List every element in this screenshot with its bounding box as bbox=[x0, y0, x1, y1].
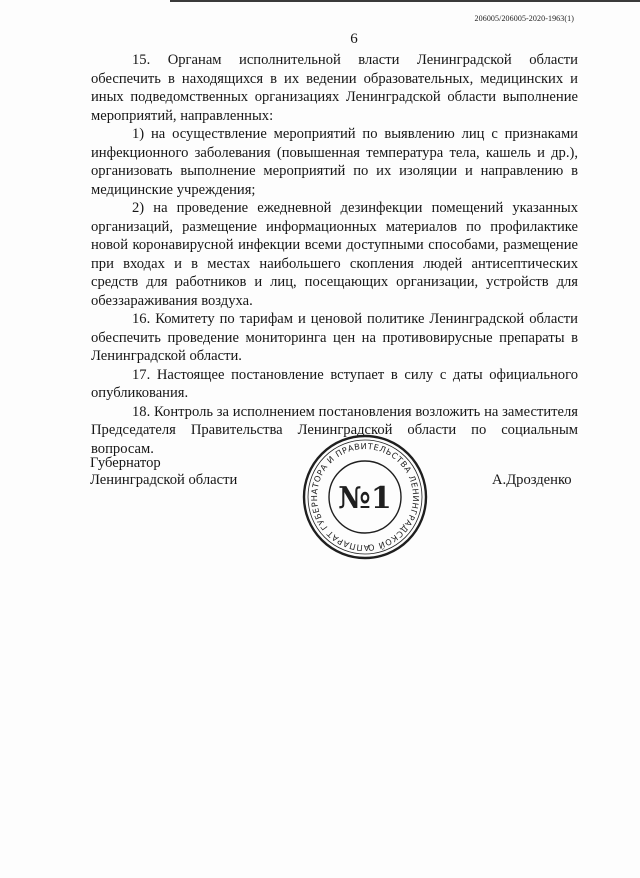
paragraph-16: 16. Комитету по тарифам и ценовой политике Ленинградской области обеспечить проведение мониторинга цен на противовирусные препараты в Ленинградской области. bbox=[91, 311, 578, 364]
paragraph-15: 15. Органам исполнительной власти Ленинградской области обеспечить в находящихся в их ведении образовательных, медицинских и иных подведомственных организациях Ленинградской области выполнение мероприятий, направленных: bbox=[91, 52, 578, 124]
paragraph-15-item-1: 1) на осуществление мероприятий по выявлению лиц с признаками инфекционного заболевания (повышенная температура тела, кашель и др.), организовать выполнение мероприятий по их изоляции и направлению в медицинские учреждения; bbox=[91, 126, 578, 198]
signatory-name: А.Дрозденко bbox=[492, 472, 572, 488]
official-seal-stamp bbox=[300, 432, 430, 562]
paragraph-17: 17. Настоящее постановление вступает в силу с даты официального опубликования. bbox=[91, 366, 578, 401]
scan-edge-line bbox=[170, 0, 640, 2]
paragraph-18: 18. Контроль за исполнением постановления возложить на заместителя Председателя Правительства Ленинградской области по социальным вопросам. bbox=[91, 403, 578, 457]
stamp-ring-text: АППАРАТ ГУБЕРНАТОРА И ПРАВИТЕЛЬСТВА ЛЕНИНГРАДСКОЙ ОБЛАСТИ bbox=[308, 440, 422, 554]
paragraph-15-item-2: 2) на проведение ежедневной дезинфекции помещений указанных организаций, размещение информационных материалов по профилактике новой коронавирусной инфекции всеми доступными способами, размещение при входах и в местах наибольшего скопления людей антисептических средств для работников и лиц, посещающих организации, устройств для обеззараживания воздуха. bbox=[91, 200, 578, 309]
document-id: 206005/206005-2020-1963(1) bbox=[474, 14, 574, 23]
page-number: 6 bbox=[350, 31, 358, 47]
signatory-title-line-1: Губернатор bbox=[90, 455, 161, 471]
signatory-title bbox=[90, 455, 237, 489]
signatory-title-line-2: Ленинградской области bbox=[90, 472, 238, 488]
stamp-center-number: №1 bbox=[338, 481, 392, 516]
document-body bbox=[91, 51, 578, 458]
